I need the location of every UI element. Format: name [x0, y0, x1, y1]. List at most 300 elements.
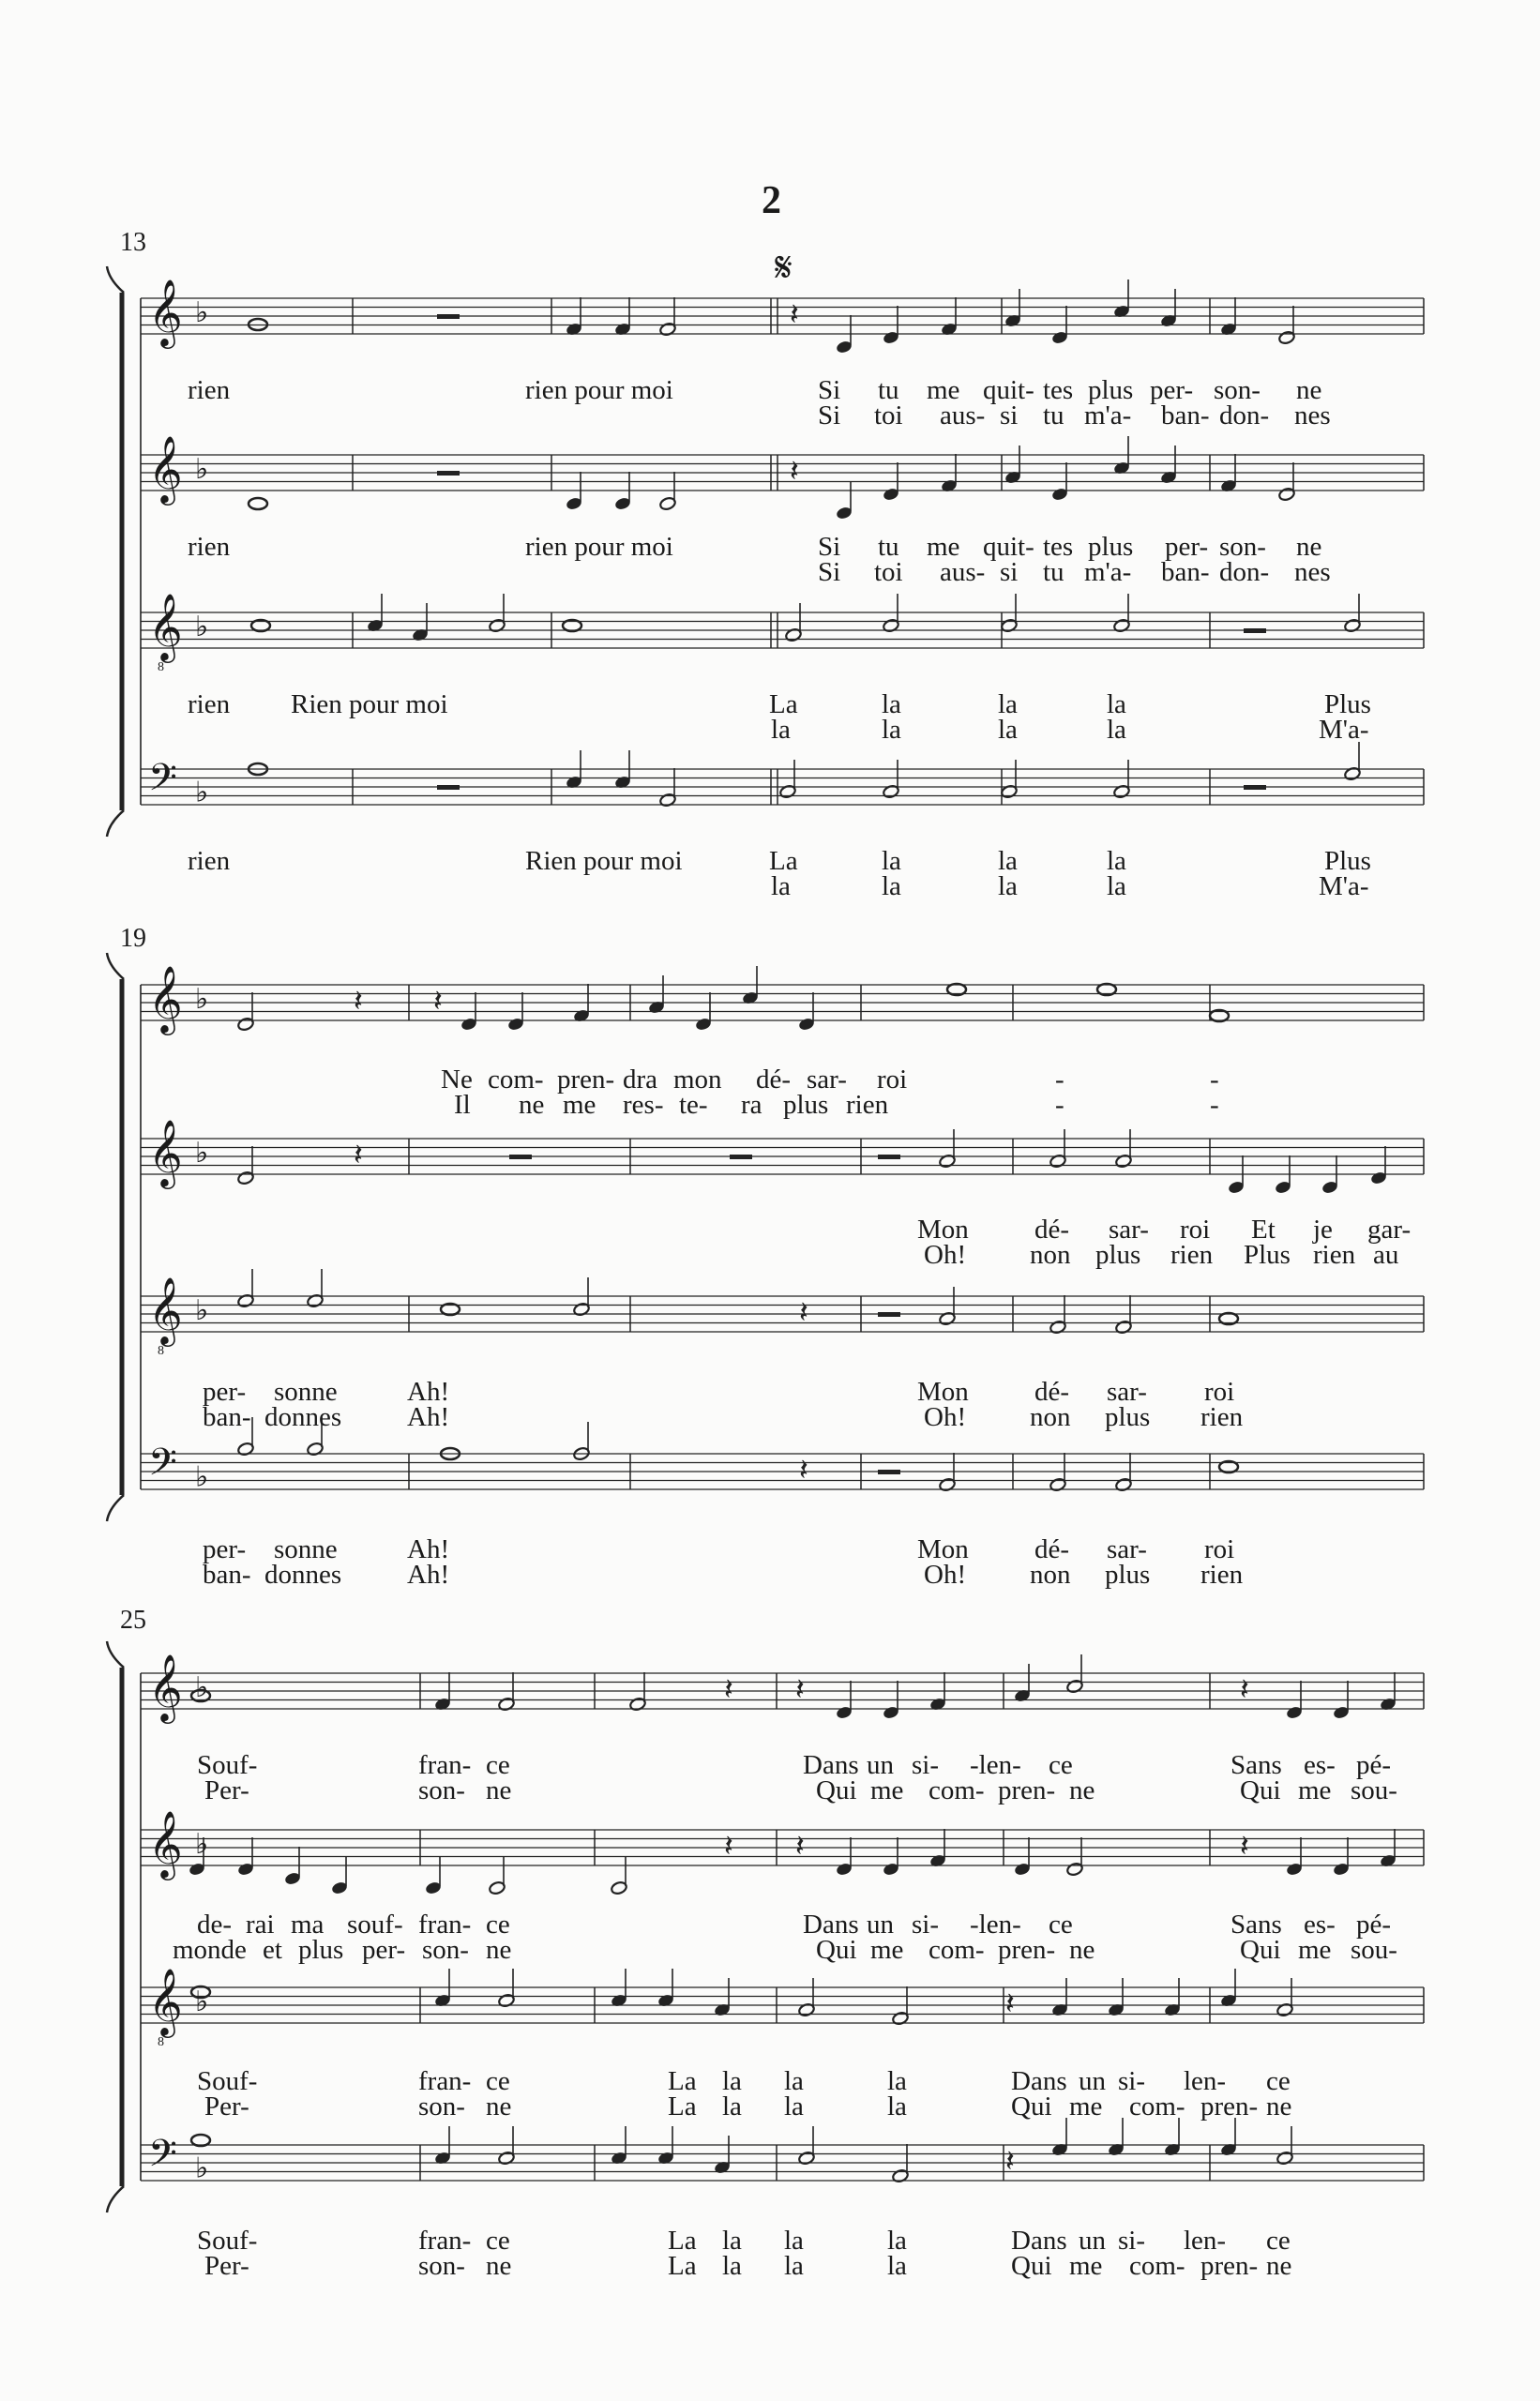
note	[1113, 594, 1131, 633]
lyric-syllable: ne	[1266, 2091, 1292, 2122]
lyric-syllable: si-	[912, 1750, 939, 1780]
lyric-syllable: per-	[1165, 532, 1209, 562]
rest	[878, 1155, 900, 1159]
note	[1001, 594, 1019, 633]
lyric-syllable: Qui	[1011, 2091, 1052, 2122]
note	[1220, 1969, 1238, 2008]
quarter-rest-icon: 𝄽	[433, 983, 443, 1019]
note	[1004, 289, 1022, 328]
lyric-syllable: et	[263, 1935, 282, 1965]
lyric-syllable: la	[771, 871, 791, 901]
note	[1049, 1129, 1067, 1169]
lyric-syllable: ban-	[203, 1560, 251, 1590]
note	[1113, 436, 1131, 476]
note	[648, 975, 666, 1015]
lyric-syllable: Per-	[204, 2091, 249, 2122]
note	[498, 2126, 516, 2166]
measure-number: 25	[120, 1606, 146, 1635]
lyric-syllable: ce	[1049, 1750, 1073, 1780]
lyric-syllable: -len-	[970, 1750, 1021, 1780]
lyric-syllable: len-	[1184, 2066, 1227, 2096]
lyric-syllable: je	[1313, 1215, 1333, 1245]
lyric-syllable: per-	[1150, 375, 1194, 405]
note	[611, 2126, 628, 2166]
note	[566, 472, 583, 511]
note	[714, 1978, 732, 2017]
lyric-syllable: Rien pour moi	[525, 846, 683, 876]
lyric-syllable: donnes	[264, 1560, 342, 1590]
quarter-rest-icon: 𝄽	[354, 983, 363, 1019]
note	[836, 315, 853, 355]
segno-icon: 𝄋	[775, 244, 793, 292]
lyric-syllable: La	[769, 846, 798, 876]
lyric-syllable: per-	[362, 1935, 406, 1965]
treble-clef-icon: 𝄞	[148, 278, 183, 346]
note	[798, 1978, 816, 2017]
lyric-syllable: Si	[818, 532, 841, 562]
lyric-syllable: dé-	[756, 1065, 792, 1095]
rest	[437, 785, 460, 790]
lyric-syllable: Et	[1251, 1215, 1276, 1245]
lyric-syllable: ban-	[203, 1402, 251, 1432]
note	[785, 603, 803, 642]
note	[1113, 760, 1131, 799]
lyric-syllable: plus	[1088, 532, 1134, 562]
lyric-syllable: la	[882, 846, 901, 876]
staff	[141, 756, 1424, 808]
note	[614, 297, 632, 337]
lyric-syllable: rien	[188, 689, 231, 719]
lyric-syllable: rien pour moi	[525, 532, 673, 562]
lyric-line	[0, 1240, 1540, 1270]
note	[489, 594, 506, 633]
note	[367, 594, 385, 633]
note	[611, 1856, 628, 1895]
lyric-line	[0, 1935, 1540, 1965]
lyric-syllable: ce	[1049, 1910, 1073, 1940]
lyric-syllable: souf-	[347, 1910, 403, 1940]
lyric-syllable: si	[1000, 400, 1019, 430]
lyric-syllable: Qui	[816, 1775, 857, 1805]
lyric-syllable: quit-	[983, 375, 1034, 405]
lyric-syllable: ne	[486, 1935, 512, 1965]
lyric-syllable: com-	[488, 1065, 544, 1095]
lyric-syllable: com-	[1129, 2251, 1185, 2281]
lyric-syllable: pren-	[998, 1775, 1056, 1805]
lyric-syllable: la	[887, 2251, 907, 2281]
lyric-syllable: ne	[486, 1775, 512, 1805]
rest	[1244, 785, 1266, 790]
lyric-syllable: roi	[877, 1065, 908, 1095]
note	[1380, 1672, 1397, 1712]
staff	[141, 1809, 1424, 1880]
lyric-syllable: Dans	[1011, 2226, 1067, 2256]
lyric-syllable: nes	[1294, 557, 1331, 587]
lyric-syllable: plus	[1095, 1240, 1141, 1270]
lyric-syllable: ban-	[1161, 557, 1210, 587]
staff	[141, 964, 1424, 1035]
note	[1004, 445, 1022, 485]
quarter-rest-icon: 𝄽	[1240, 1671, 1249, 1707]
lyric-line	[0, 1402, 1540, 1432]
octave-mark: 8	[158, 1344, 164, 1358]
note	[1160, 289, 1178, 328]
lyric-syllable: es-	[1304, 1750, 1336, 1780]
lyric-syllable: la	[998, 715, 1018, 745]
note	[779, 760, 797, 799]
lyric-syllable: la	[882, 715, 901, 745]
lyric-syllable: M'a-	[1319, 715, 1369, 745]
note	[629, 1672, 647, 1712]
lyric-syllable: sar-	[807, 1065, 847, 1095]
lyric-syllable: pren-	[1200, 2091, 1259, 2122]
lyric-syllable: la	[784, 2066, 804, 2096]
treble-clef-icon: 𝄞	[148, 1809, 183, 1878]
lyric-syllable: fran-	[418, 1750, 472, 1780]
lyric-syllable: Plus	[1244, 1240, 1291, 1270]
lyric-syllable: roi	[1204, 1377, 1235, 1407]
note	[434, 1969, 452, 2008]
lyric-syllable: sou-	[1351, 1775, 1397, 1805]
lyric-syllable: un	[867, 1750, 894, 1780]
lyric-syllable: quit-	[983, 532, 1034, 562]
lyric-syllable: te-	[679, 1090, 708, 1120]
lyric-syllable: aus-	[940, 557, 986, 587]
lyric-syllable: Ah!	[407, 1377, 450, 1407]
flat-icon: ♭	[195, 1295, 209, 1326]
note	[284, 1847, 302, 1886]
quarter-rest-icon: 𝄽	[790, 296, 799, 332]
lyric-syllable: rien	[188, 846, 231, 876]
note	[573, 1277, 591, 1317]
lyric-syllable: plus	[783, 1090, 829, 1120]
lyric-syllable: Souf-	[197, 2066, 258, 2096]
lyric-syllable: fran-	[418, 2226, 472, 2256]
note	[566, 750, 583, 790]
lyric-syllable: la	[887, 2066, 907, 2096]
lyric-syllable: sar-	[1107, 1377, 1147, 1407]
lyric-syllable: rai	[246, 1910, 275, 1940]
lyric-syllable: La	[668, 2066, 697, 2096]
note	[1164, 1978, 1182, 2017]
lyric-syllable: pren-	[998, 1935, 1056, 1965]
measure-number: 19	[120, 924, 146, 953]
lyric-syllable: roi	[1180, 1215, 1211, 1245]
lyric-line	[0, 1560, 1540, 1590]
lyric-syllable: Sans	[1230, 1750, 1282, 1780]
lyric-syllable: rien	[188, 532, 231, 562]
note	[836, 481, 853, 521]
flat-icon: ♭	[195, 1461, 209, 1493]
lyric-syllable: ne	[1266, 2251, 1292, 2281]
flat-icon: ♭	[195, 454, 209, 485]
lyric-syllable: ne	[1296, 375, 1322, 405]
staff	[141, 592, 1424, 674]
lyric-syllable: -	[1210, 1090, 1219, 1120]
lyric-line	[0, 871, 1540, 901]
lyric-syllable: plus	[1105, 1402, 1151, 1432]
note	[929, 1829, 947, 1868]
lyric-syllable: m'a-	[1084, 557, 1132, 587]
lyric-syllable: dé-	[1034, 1534, 1070, 1564]
lyric-syllable: La	[668, 2226, 697, 2256]
octave-mark: 8	[158, 2035, 164, 2049]
treble-clef-icon: 𝄞	[148, 1653, 183, 1721]
lyric-syllable: de-	[197, 1910, 233, 1940]
lyric-syllable: la	[887, 2226, 907, 2256]
note	[1014, 1664, 1032, 1703]
lyric-syllable: si-	[912, 1910, 939, 1940]
note	[1276, 1978, 1294, 2017]
quarter-rest-icon: 𝄽	[724, 1671, 733, 1707]
lyric-syllable: Qui	[816, 1935, 857, 1965]
lyric-syllable: rien	[1170, 1240, 1214, 1270]
note	[1321, 1155, 1339, 1195]
note	[892, 2144, 910, 2183]
note	[1108, 1978, 1125, 2017]
lyric-syllable: rien	[846, 1090, 889, 1120]
lyric-syllable: fran-	[418, 1910, 472, 1940]
lyric-syllable: me	[927, 532, 960, 562]
lyric-syllable: la	[784, 2251, 804, 2281]
lyric-syllable: un	[1079, 2066, 1106, 2096]
lyric-syllable: Mon	[917, 1377, 969, 1407]
lyric-syllable: pé-	[1356, 1750, 1392, 1780]
lyric-syllable: ce	[1266, 2226, 1291, 2256]
lyric-syllable: -	[1210, 1065, 1219, 1095]
rest	[730, 1155, 752, 1159]
note	[1380, 1829, 1397, 1868]
note	[883, 594, 900, 633]
lyric-syllable: tu	[878, 532, 899, 562]
lyric-syllable: rien	[1313, 1240, 1356, 1270]
lyric-syllable: Ah!	[407, 1534, 450, 1564]
lyric-syllable: don-	[1219, 400, 1270, 430]
flat-icon: ♭	[195, 984, 209, 1015]
rest	[1244, 628, 1266, 633]
note	[883, 760, 900, 799]
lyric-syllable: ne	[486, 2091, 512, 2122]
lyric-syllable: ne	[519, 1090, 545, 1120]
lyric-syllable: m'a-	[1084, 400, 1132, 430]
lyric-syllable: me	[1069, 2091, 1103, 2122]
lyric-syllable: don-	[1219, 557, 1270, 587]
lyric-syllable: dé-	[1034, 1377, 1070, 1407]
lyric-syllable: la	[882, 689, 901, 719]
lyric-syllable: son-	[422, 1935, 469, 1965]
lyric-syllable: son-	[418, 2251, 465, 2281]
lyric-syllable: sar-	[1109, 1215, 1149, 1245]
note	[1001, 760, 1019, 799]
lyric-syllable: ce	[486, 2226, 510, 2256]
lyric-syllable: me	[1298, 1775, 1332, 1805]
note	[1049, 1295, 1067, 1335]
lyric-syllable: tu	[1043, 400, 1064, 430]
lyric-syllable: Ah!	[407, 1560, 450, 1590]
staff	[141, 1276, 1424, 1358]
lyric-syllable: Dans	[1011, 2066, 1067, 2096]
lyric-syllable: tes	[1043, 532, 1074, 562]
lyric-line	[0, 557, 1540, 587]
lyric-syllable: dé-	[1034, 1215, 1070, 1245]
note	[191, 2135, 210, 2146]
lyric-line	[0, 2251, 1540, 2281]
treble-clef-icon: 𝄞	[148, 964, 183, 1033]
lyric-syllable: Qui	[1240, 1775, 1281, 1805]
lyric-syllable: dra	[623, 1065, 658, 1095]
note	[1276, 2126, 1294, 2166]
quarter-rest-icon: 𝄽	[724, 1828, 733, 1864]
note	[1228, 1155, 1246, 1195]
lyric-syllable: Mon	[917, 1215, 969, 1245]
note	[1066, 1654, 1084, 1694]
quarter-rest-icon: 𝄽	[1005, 2143, 1015, 2179]
lyric-syllable: donnes	[264, 1402, 342, 1432]
lyric-syllable: gar-	[1367, 1215, 1412, 1245]
lyric-syllable: non	[1030, 1560, 1071, 1590]
lyric-syllable: Si	[818, 557, 841, 587]
lyric-syllable: pren-	[1200, 2251, 1259, 2281]
note	[1160, 445, 1178, 485]
lyric-syllable: per-	[203, 1377, 247, 1407]
staff	[141, 1118, 1424, 1189]
note	[249, 498, 267, 509]
staff	[141, 1967, 1424, 2049]
lyric-syllable: Si	[818, 400, 841, 430]
note	[742, 966, 760, 1005]
note	[1115, 1295, 1133, 1335]
lyric-syllable: ce	[486, 2066, 510, 2096]
lyric-syllable: Plus	[1324, 689, 1371, 719]
lyric-syllable: ra	[741, 1090, 762, 1120]
rest	[878, 1470, 900, 1474]
note	[425, 1856, 443, 1895]
lyric-syllable: pren-	[557, 1065, 615, 1095]
lyric-syllable: fran-	[418, 2066, 472, 2096]
lyric-syllable: me	[870, 1775, 904, 1805]
note	[939, 1287, 957, 1326]
octave-mark: 8	[158, 660, 164, 674]
treble-clef-icon: 𝄞	[148, 434, 183, 503]
lyric-syllable: Oh!	[924, 1240, 967, 1270]
lyric-syllable: tes	[1043, 375, 1074, 405]
rest	[509, 1155, 532, 1159]
note	[1344, 594, 1362, 633]
lyric-syllable: Oh!	[924, 1402, 967, 1432]
lyric-syllable: la	[722, 2226, 742, 2256]
lyric-syllable: rien	[1200, 1402, 1244, 1432]
lyric-syllable: Per-	[204, 1775, 249, 1805]
note	[1049, 1453, 1067, 1492]
lyric-syllable: com-	[1129, 2091, 1185, 2122]
lyric-syllable: M'a-	[1319, 871, 1369, 901]
lyric-syllable: plus	[298, 1935, 344, 1965]
lyric-syllable: la	[998, 871, 1018, 901]
lyric-syllable: la	[771, 715, 791, 745]
lyric-syllable: pé-	[1356, 1910, 1392, 1940]
lyric-syllable: plus	[1105, 1560, 1151, 1590]
note	[434, 1672, 452, 1712]
lyric-syllable: es-	[1304, 1910, 1336, 1940]
lyric-syllable: un	[867, 1910, 894, 1940]
lyric-syllable: son-	[1214, 375, 1261, 405]
lyric-syllable: Il	[454, 1090, 471, 1120]
lyric-syllable: au	[1373, 1240, 1399, 1270]
lyric-syllable: nes	[1294, 400, 1331, 430]
note	[611, 1969, 628, 2008]
note	[237, 1269, 255, 1308]
lyric-syllable: la	[784, 2091, 804, 2122]
lyric-syllable: roi	[1204, 1534, 1235, 1564]
quarter-rest-icon: 𝄽	[799, 1294, 808, 1330]
lyric-syllable: Dans	[803, 1910, 859, 1940]
lyric-line	[0, 1090, 1540, 1120]
staff	[141, 2132, 1424, 2184]
rest	[878, 1312, 900, 1317]
lyric-syllable: mon	[673, 1065, 722, 1095]
lyric-syllable: Si	[818, 375, 841, 405]
lyric-syllable: toi	[874, 557, 903, 587]
lyric-syllable: La	[668, 2251, 697, 2281]
lyric-syllable: -	[1055, 1090, 1064, 1120]
lyric-syllable: me	[1298, 1935, 1332, 1965]
lyric-syllable: la	[1107, 871, 1126, 901]
measure-number: 13	[120, 228, 146, 257]
lyric-syllable: aus-	[940, 400, 986, 430]
note	[939, 1453, 957, 1492]
lyric-syllable: si-	[1118, 2066, 1145, 2096]
lyric-syllable: me	[563, 1090, 596, 1120]
lyric-syllable: La	[769, 689, 798, 719]
note	[498, 1672, 516, 1712]
lyric-syllable: Per-	[204, 2251, 249, 2281]
lyric-syllable: Souf-	[197, 1750, 258, 1780]
lyric-line	[0, 400, 1540, 430]
note	[1344, 742, 1362, 781]
lyric-syllable: un	[1079, 2226, 1106, 2256]
quarter-rest-icon: 𝄽	[795, 1671, 805, 1707]
note	[573, 984, 591, 1023]
lyric-syllable: la	[887, 2091, 907, 2122]
lyric-syllable: la	[722, 2066, 742, 2096]
quarter-rest-icon: 𝄽	[790, 453, 799, 489]
lyric-syllable: Qui	[1011, 2251, 1052, 2281]
note	[657, 1969, 675, 2008]
note	[1220, 2118, 1238, 2157]
note	[1108, 2118, 1125, 2157]
flat-icon: ♭	[195, 777, 209, 808]
lyric-syllable: la	[998, 689, 1018, 719]
quarter-rest-icon: 𝄽	[354, 1137, 363, 1172]
lyric-syllable: me	[1069, 2251, 1103, 2281]
lyric-syllable: son-	[418, 2091, 465, 2122]
note	[892, 1986, 910, 2026]
note	[1220, 454, 1238, 493]
lyric-syllable: ce	[486, 1910, 510, 1940]
lyric-syllable: me	[870, 1935, 904, 1965]
note	[939, 1129, 957, 1169]
lyric-syllable: res-	[623, 1090, 664, 1120]
note	[714, 2136, 732, 2175]
lyric-syllable: Mon	[917, 1534, 969, 1564]
bass-clef-icon: 𝄢	[148, 2132, 177, 2184]
flat-icon: ♭	[195, 612, 209, 642]
lyric-syllable: La	[668, 2091, 697, 2122]
lyric-syllable: rien	[188, 375, 231, 405]
lyric-syllable: la	[882, 871, 901, 901]
note	[1115, 1453, 1133, 1492]
note	[929, 1672, 947, 1712]
